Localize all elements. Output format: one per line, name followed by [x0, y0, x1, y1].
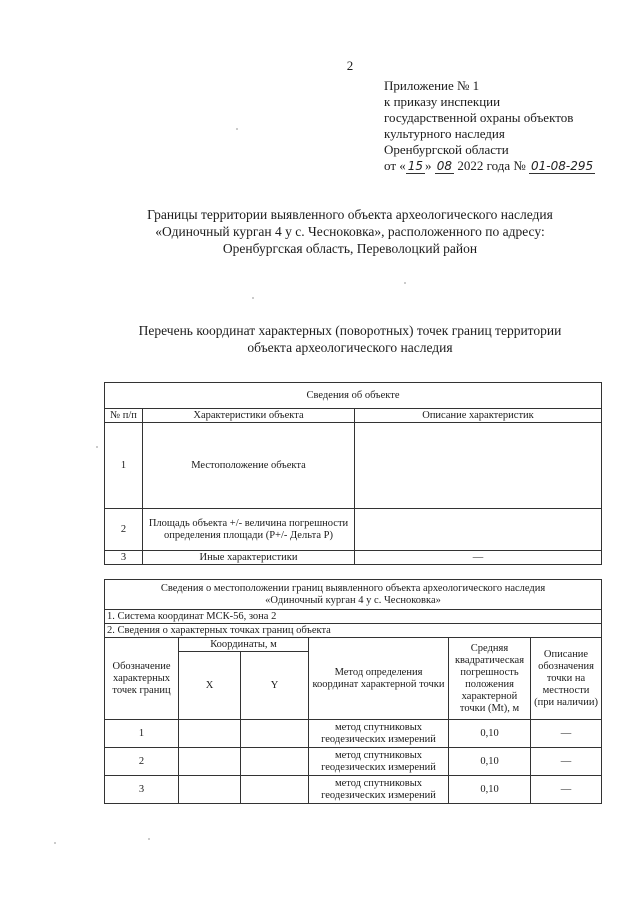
date-year: 2022 года № — [457, 158, 526, 173]
point-x — [179, 720, 241, 748]
table-row — [105, 776, 602, 804]
boundary-caption-line-1: Сведения о местоположении границ выявленного объекта археологического наследия — [160, 582, 546, 594]
point-number: 3 — [105, 776, 179, 804]
scan-speck — [148, 838, 150, 840]
object-row-name: Иные характеристики — [143, 551, 355, 565]
point-error: 0,10 — [449, 720, 531, 748]
object-row-desc — [355, 509, 602, 551]
scan-speck — [96, 446, 98, 448]
title-line-2: «Одиночный курган 4 у с. Чесноковка», расположенного по адресу: — [155, 224, 545, 239]
appendix-line-3: государственной охраны объектов — [384, 110, 574, 125]
table-row — [105, 423, 602, 509]
document-subtitle — [100, 322, 600, 356]
object-row-number: 3 — [105, 551, 143, 565]
subtitle-line-1: Перечень координат характерных (поворотных) точек границ территории — [138, 323, 562, 338]
object-header-characteristic: Характеристики объекта — [143, 409, 355, 423]
point-x — [179, 748, 241, 776]
point-error: 0,10 — [449, 748, 531, 776]
point-method: метод спутниковых геодезических измерений — [309, 720, 449, 748]
point-y — [241, 720, 309, 748]
order-number: 01-08-295 — [531, 159, 594, 173]
appendix-line-2: к приказу инспекции — [384, 94, 501, 109]
appendix-date-line — [384, 158, 634, 174]
object-row-desc — [355, 423, 602, 509]
date-mid1: » — [425, 158, 432, 173]
header-error: Средняя квадратическая погрешность положения характерной точки (Mt), м — [449, 638, 531, 720]
boundary-table — [104, 579, 602, 804]
date-day: 15 — [407, 159, 424, 173]
header-method: Метод определения координат характерной точки — [309, 638, 449, 720]
boundary-caption — [105, 580, 602, 610]
object-row-number: 2 — [105, 509, 143, 551]
point-method: метод спутниковых геодезических измерений — [309, 776, 449, 804]
scan-speck — [54, 842, 56, 844]
coordinate-system: 1. Система координат МСК-56, зона 2 — [105, 610, 602, 624]
boundary-caption-line-2: «Одиночный курган 4 у с. Чесноковка» — [265, 594, 441, 606]
points-info: 2. Сведения о характерных точках границ объекта — [105, 624, 602, 638]
point-method: метод спутниковых геодезических измерений — [309, 748, 449, 776]
table-row — [105, 748, 602, 776]
appendix-line-5: Оренбургской области — [384, 142, 509, 157]
point-x — [179, 776, 241, 804]
title-line-3: Оренбургская область, Переволоцкий район — [222, 241, 478, 256]
subtitle-line-2: объекта археологического наследия — [247, 340, 453, 355]
point-y — [241, 776, 309, 804]
object-row-number: 1 — [105, 423, 143, 509]
table-row — [105, 551, 602, 565]
header-y: Y — [241, 652, 309, 720]
header-designation: Обозначение характерных точек границ — [105, 638, 179, 720]
point-description: — — [531, 748, 602, 776]
appendix-line-1: Приложение № 1 — [384, 78, 480, 93]
object-table-caption: Сведения об объекте — [105, 383, 602, 409]
point-number: 2 — [105, 748, 179, 776]
document-title — [100, 206, 600, 257]
object-row-desc: — — [355, 551, 602, 565]
scan-speck — [236, 128, 238, 130]
point-y — [241, 748, 309, 776]
table-row — [105, 509, 602, 551]
date-prefix: от « — [384, 158, 406, 173]
object-row-name: Площадь объекта +/- величина погрешности определения площади (Р+/- Дельта Р) — [143, 509, 355, 551]
point-description: — — [531, 776, 602, 804]
object-info-table — [104, 382, 602, 565]
object-header-description: Описание характеристик — [355, 409, 602, 423]
header-x: X — [179, 652, 241, 720]
object-header-number: № п/п — [105, 409, 143, 423]
point-description: — — [531, 720, 602, 748]
header-coordinates: Координаты, м — [179, 638, 309, 652]
header-description: Описание обозначения точки на местности (при наличии) — [531, 638, 602, 720]
appendix-line-4: культурного наследия — [384, 126, 505, 141]
scan-speck — [404, 282, 406, 284]
scan-speck — [252, 297, 254, 299]
point-error: 0,10 — [449, 776, 531, 804]
page-number: 2 — [346, 58, 354, 73]
title-line-1: Границы территории выявленного объекта археологического наследия — [147, 207, 553, 222]
point-number: 1 — [105, 720, 179, 748]
date-month: 08 — [436, 159, 453, 173]
table-row — [105, 720, 602, 748]
appendix-block — [384, 78, 634, 174]
object-row-name: Местоположение объекта — [143, 423, 355, 509]
